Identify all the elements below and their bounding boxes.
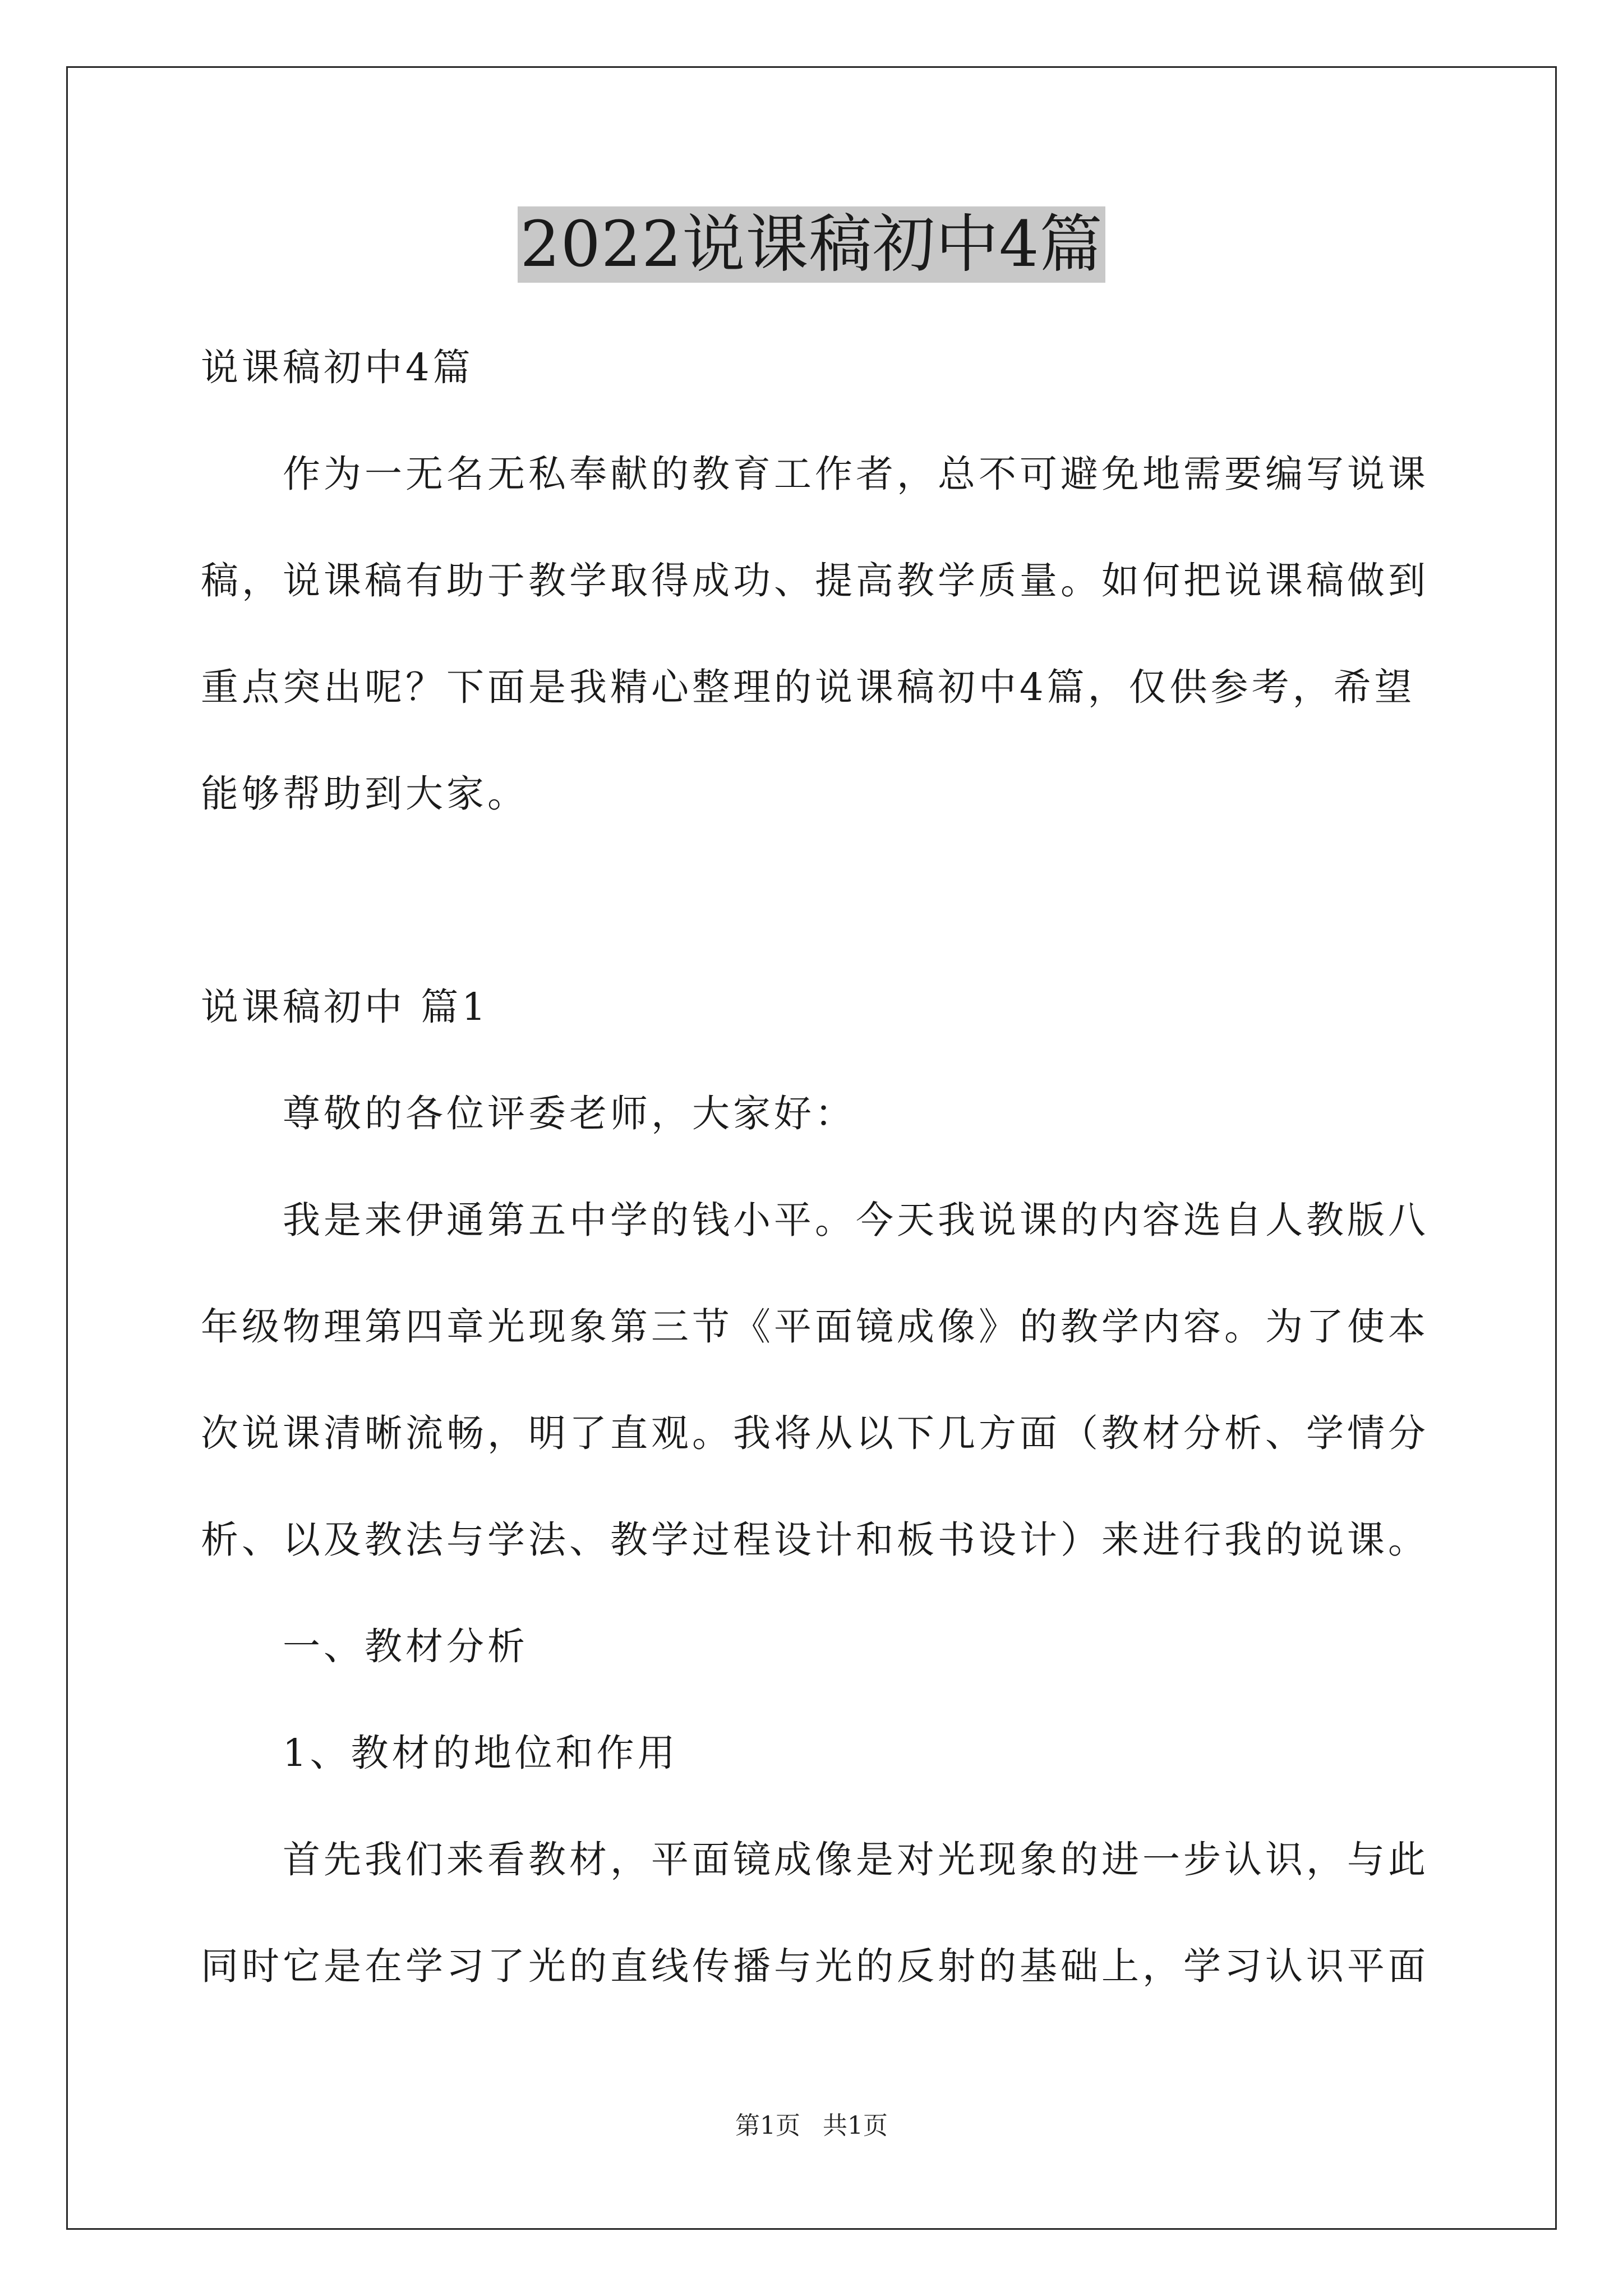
page-number-total: 共1页 [823,2111,888,2140]
document-title: 2022说课稿初中4篇 [518,206,1105,283]
document-body [201,314,1435,2019]
subheading-textbook-role: 1、教材的地位和作用 [283,1731,679,1775]
document-subtitle: 说课稿初中4篇 [201,346,474,389]
body-paragraph-1: 我是来伊通第五中学的钱小平。今天我说课的内容选自人教版八年级物理第四章光现象第三节《平面镜成像》的教学内容。为了使本次说课清晰流畅，明了直观。我将从以下几方面（教材分析、学情分析、以及教法与学法、教学过程设计和板书设计）来进行我的说课。 [201,1198,1429,1562]
page-footer [0,2105,1623,2141]
section-heading: 说课稿初中 篇1 [201,985,489,1029]
greeting-paragraph: 尊敬的各位评委老师，大家好： [283,1092,856,1135]
subheading-textbook-analysis: 一、教材分析 [283,1625,528,1668]
page-number-current: 第1页 [735,2111,800,2140]
intro-paragraph: 作为一无名无私奉献的教育工作者，总不可避免地需要编写说课稿，说课稿有助于教学取得成功、提高教学质量。如何把说课稿做到重点突出呢？下面是我精心整理的说课稿初中4篇，仅供参考，希望能够帮助到大家。 [201,452,1429,816]
body-paragraph-2: 首先我们来看教材，平面镜成像是对光现象的进一步认识，与此同时它是在学习了光的直线传播与光的反射的基础上，学习认识平面 [201,1838,1429,1988]
title-container [0,206,1623,283]
